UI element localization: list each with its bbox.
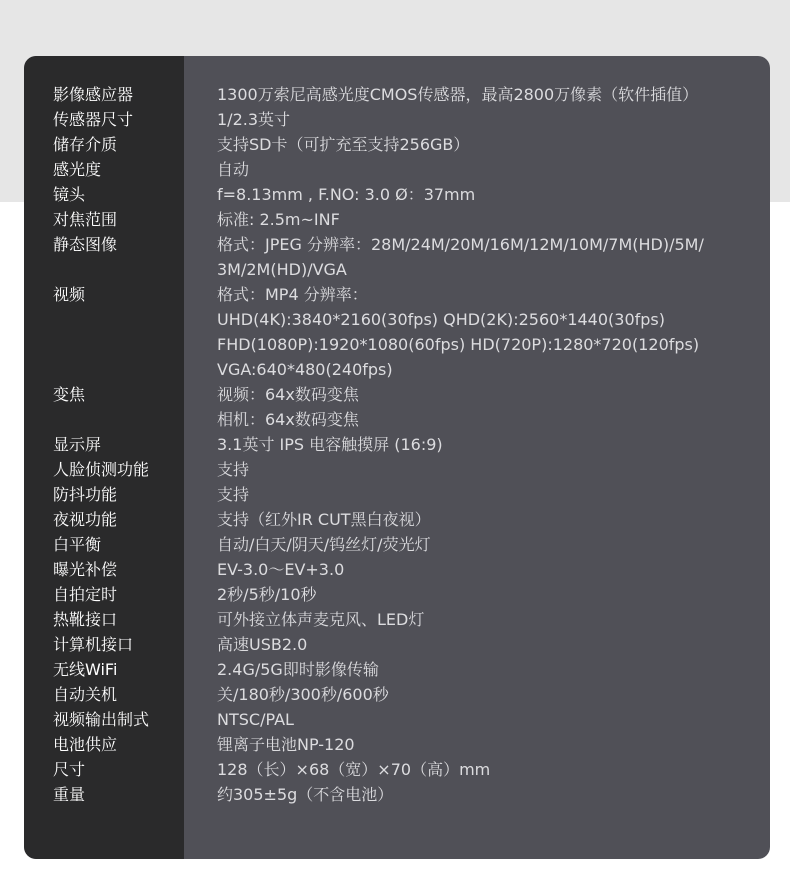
spec-row	[53, 732, 763, 757]
spec-value	[217, 532, 763, 557]
spec-value	[217, 382, 763, 432]
spec-value	[217, 132, 763, 157]
spec-row	[53, 457, 763, 482]
spec-label: 无线WiFi	[53, 660, 118, 679]
spec-value-line: 支持	[217, 460, 250, 479]
spec-value-line: NTSC/PAL	[217, 710, 294, 729]
spec-value-line: 相机：64x数码变焦	[217, 410, 359, 429]
spec-label: 曝光补偿	[53, 560, 118, 579]
spec-label: 感光度	[53, 160, 102, 179]
spec-row	[53, 107, 763, 132]
spec-value	[217, 482, 763, 507]
spec-value	[217, 82, 763, 107]
spec-value	[217, 757, 763, 782]
spec-label: 热靴接口	[53, 610, 118, 629]
spec-value-line: 标准: 2.5m~INF	[217, 210, 340, 229]
spec-row	[53, 757, 763, 782]
spec-value	[217, 657, 763, 682]
spec-value-line: 高速USB2.0	[217, 635, 308, 654]
spec-value-line: 支持（红外IR CUT黑白夜视）	[217, 510, 431, 529]
spec-row	[53, 482, 763, 507]
spec-label: 静态图像	[53, 235, 118, 254]
spec-row	[53, 782, 763, 807]
spec-row	[53, 707, 763, 732]
spec-value	[217, 632, 763, 657]
spec-value	[217, 607, 763, 632]
spec-row	[53, 507, 763, 532]
spec-value	[217, 232, 763, 282]
spec-label: 防抖功能	[53, 485, 118, 504]
spec-value-line: 视频：64x数码变焦	[217, 385, 359, 404]
spec-value	[217, 782, 763, 807]
spec-label: 变焦	[53, 385, 86, 404]
spec-value-line: 格式：JPEG 分辨率：28M/24M/20M/16M/12M/10M/7M(HD)/5M/	[217, 235, 704, 254]
spec-value	[217, 707, 763, 732]
spec-value	[217, 457, 763, 482]
spec-value-line: FHD(1080P):1920*1080(60fps) HD(720P):1280*720(120fps)	[217, 335, 700, 354]
spec-value-line: 锂离子电池NP-120	[217, 735, 355, 754]
spec-row	[53, 682, 763, 707]
spec-row	[53, 532, 763, 557]
spec-value	[217, 432, 763, 457]
spec-value-line: EV-3.0～EV+3.0	[217, 560, 345, 579]
spec-label: 重量	[53, 785, 86, 804]
spec-value	[217, 207, 763, 232]
spec-value	[217, 157, 763, 182]
spec-label: 自动关机	[53, 685, 118, 704]
spec-value-line: 可外接立体声麦克风、LED灯	[217, 610, 425, 629]
spec-value	[217, 732, 763, 757]
spec-row	[53, 432, 763, 457]
spec-label: 视频输出制式	[53, 710, 150, 729]
spec-row	[53, 182, 763, 207]
spec-label: 尺寸	[53, 760, 86, 779]
spec-row	[53, 282, 763, 382]
spec-value-line: 128（长）×68（宽）×70（高）mm	[217, 760, 491, 779]
spec-label: 自拍定时	[53, 585, 118, 604]
spec-row	[53, 607, 763, 632]
spec-value-line: 3.1英寸 IPS 电容触摸屏 (16:9)	[217, 435, 443, 454]
spec-label: 电池供应	[53, 735, 118, 754]
spec-value-line: VGA:640*480(240fps)	[217, 360, 393, 379]
spec-row	[53, 232, 763, 282]
spec-row	[53, 582, 763, 607]
spec-value-line: 支持SD卡（可扩充至支持256GB）	[217, 135, 470, 154]
spec-value	[217, 507, 763, 532]
spec-label: 人脸侦测功能	[53, 460, 150, 479]
spec-label: 对焦范围	[53, 210, 118, 229]
spec-row	[53, 382, 763, 432]
spec-value-line: 2.4G/5G即时影像传输	[217, 660, 379, 679]
spec-label: 计算机接口	[53, 635, 134, 654]
spec-value-line: 自动	[217, 160, 250, 179]
spec-label: 白平衡	[53, 535, 102, 554]
spec-label: 影像感应器	[53, 85, 134, 104]
spec-value-line: 支持	[217, 485, 250, 504]
spec-value-line: 关/180秒/300秒/600秒	[217, 685, 389, 704]
spec-label: 视频	[53, 285, 86, 304]
spec-value-line: 格式：MP4 分辨率：	[217, 285, 368, 304]
spec-row	[53, 157, 763, 182]
spec-row	[53, 632, 763, 657]
spec-value-line: f=8.13mm , F.NO: 3.0 Ø：37mm	[217, 185, 476, 204]
spec-value	[217, 682, 763, 707]
spec-value-line: 1/2.3英寸	[217, 110, 291, 129]
spec-value-line: 3M/2M(HD)/VGA	[217, 260, 347, 279]
spec-value-line: 2秒/5秒/10秒	[217, 585, 317, 604]
spec-label: 传感器尺寸	[53, 110, 134, 129]
spec-value-line: 自动/白天/阴天/钨丝灯/荧光灯	[217, 535, 431, 554]
spec-row	[53, 557, 763, 582]
spec-table	[53, 82, 763, 807]
spec-card	[24, 56, 770, 859]
spec-value-line: 1300万索尼高感光度CMOS传感器，最高2800万像素（软件插值）	[217, 85, 699, 104]
spec-value	[217, 557, 763, 582]
spec-value	[217, 282, 763, 382]
spec-label: 夜视功能	[53, 510, 118, 529]
spec-label: 储存介质	[53, 135, 118, 154]
spec-value	[217, 182, 763, 207]
spec-row	[53, 657, 763, 682]
spec-row	[53, 82, 763, 107]
spec-row	[53, 132, 763, 157]
spec-value	[217, 582, 763, 607]
spec-value	[217, 107, 763, 132]
spec-value-line: UHD(4K):3840*2160(30fps) QHD(2K):2560*1440(30fps)	[217, 310, 665, 329]
spec-label: 镜头	[53, 185, 86, 204]
spec-value-line: 约305±5g（不含电池）	[217, 785, 394, 804]
spec-row	[53, 207, 763, 232]
spec-label: 显示屏	[53, 435, 102, 454]
